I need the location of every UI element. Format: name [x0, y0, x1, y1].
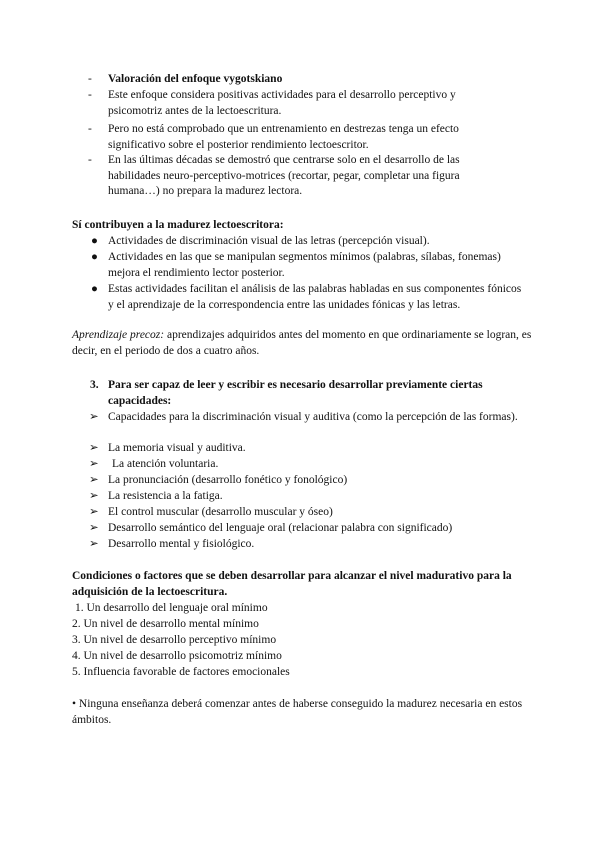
dash-marker: -: [88, 73, 92, 85]
contribute-bullet: Estas actividades facilitan el análisis de las palabras habladas en sus componentes fónicos y el aprendizaje de la correspondencia entre las unidades fónicas y las letras.: [108, 283, 522, 311]
dash-marker: -: [88, 123, 92, 135]
early-learning-term: Aprendizaje precoz:: [72, 329, 165, 341]
arrow-marker: ➢: [89, 442, 99, 454]
bullet-marker: ●: [91, 235, 98, 247]
vygotsky-bullet: Pero no está comprobado que un entrenamiento en destrezas tenga un efecto significativo sobre el posterior rendimiento lectoescritor.: [108, 123, 459, 151]
condition-item: 5. Influencia favorable de factores emocionales: [72, 666, 290, 678]
capability-item: El control muscular (desarrollo muscular y óseo): [108, 506, 333, 518]
arrow-marker: ➢: [89, 538, 99, 550]
condition-item: 4. Un nivel de desarrollo psicomotriz mínimo: [72, 650, 282, 662]
arrow-marker: ➢: [89, 474, 99, 486]
capability-item: Desarrollo mental y fisiológico.: [108, 538, 255, 550]
contribute-heading: Sí contribuyen a la madurez lectoescritora:: [72, 219, 284, 231]
early-learning-paragraph: [72, 328, 534, 359]
early-learning-text: aprendizajes adquiridos antes del momento en que ordinariamente se logran, es decir, en el periodo de dos a cuatro años.: [72, 329, 532, 357]
condition-item: 1. Un desarrollo del lenguaje oral mínimo: [75, 602, 268, 614]
contribute-bullet: Actividades en las que se manipulan segmentos mínimos (palabras, sílabas, fonemas) mejora el rendimiento lector posterior.: [108, 251, 501, 279]
arrow-marker: ➢: [89, 506, 99, 518]
conditions-heading: Condiciones o factores que se deben desarrollar para alcanzar el nivel madurativo para la adquisición de la lectoescritura.: [72, 570, 512, 598]
condition-item: 2. Un nivel de desarrollo mental mínimo: [72, 618, 259, 630]
closing-note: • Ninguna enseñanza deberá comenzar antes de haberse conseguido la madurez necesaria en estos ámbitos.: [72, 698, 523, 726]
arrow-marker: ➢: [89, 522, 99, 534]
capability-item: Desarrollo semántico del lenguaje oral (relacionar palabra con significado): [108, 522, 453, 534]
dash-marker: -: [88, 89, 92, 101]
bullet-marker: ●: [91, 283, 98, 295]
capability-item: Capacidades para la discriminación visual y auditiva (como la percepción de las formas).: [108, 411, 518, 423]
section3-heading: Para ser capaz de leer y escribir es necesario desarrollar previamente ciertas capacidades:: [108, 379, 483, 407]
capability-item: La memoria visual y auditiva.: [108, 442, 246, 454]
condition-item: 3. Un nivel de desarrollo perceptivo mínimo: [72, 634, 277, 646]
arrow-marker: ➢: [89, 490, 99, 502]
arrow-marker: ➢: [89, 411, 99, 423]
capability-item: La resistencia a la fatiga.: [108, 490, 223, 502]
capability-item: La atención voluntaria.: [112, 458, 219, 470]
vygotsky-heading: Valoración del enfoque vygotskiano: [108, 73, 283, 85]
arrow-marker: ➢: [89, 458, 99, 470]
capability-item: La pronunciación (desarrollo fonético y fonológico): [108, 474, 348, 486]
vygotsky-bullet: Este enfoque considera positivas actividades para el desarrollo perceptivo y psicomotriz antes de la lectoescritura.: [108, 89, 456, 117]
dash-marker: -: [88, 154, 92, 166]
bullet-marker: ●: [91, 251, 98, 263]
section-number: 3.: [90, 379, 99, 391]
vygotsky-bullet: En las últimas décadas se demostró que centrarse solo en el desarrollo de las habilidades neuro-perceptivo-motrices (recortar, pegar, completar una figura humana…) no prepara la madurez lectora.: [108, 154, 460, 198]
contribute-bullet: Actividades de discriminación visual de las letras (percepción visual).: [108, 235, 430, 247]
